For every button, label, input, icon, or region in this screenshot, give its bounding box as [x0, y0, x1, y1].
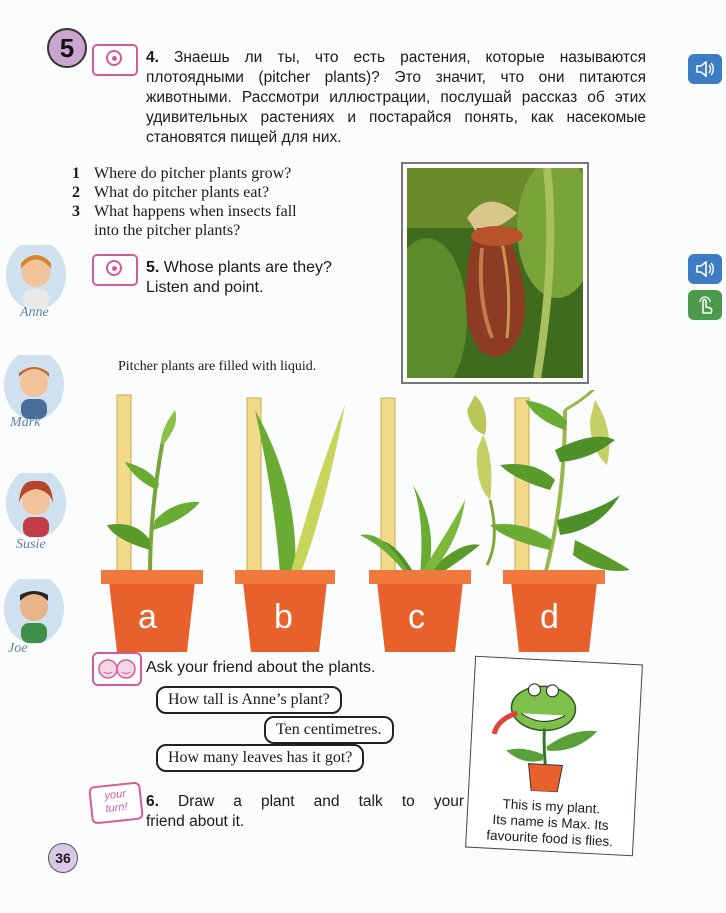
max-plant-card	[465, 656, 643, 857]
kid-mark	[4, 355, 66, 442]
photo-caption: Pitcher plants are filled with liquid.	[118, 359, 317, 374]
question-3-continued	[72, 221, 392, 240]
question-text: into the pitcher plants?	[94, 222, 241, 239]
task-5-line2: Listen and point.	[146, 279, 264, 296]
your-turn-line2: turn!	[104, 800, 129, 816]
max-card-line2: Its name is Max. Its	[492, 811, 609, 833]
question-1	[72, 164, 392, 183]
task-5-number: 5.	[146, 259, 160, 276]
task-4-text	[146, 48, 646, 148]
kid-anne	[6, 245, 68, 332]
question-text: What happens when insects fall	[94, 203, 297, 220]
pot-label-b: b	[274, 598, 293, 636]
task-5-text	[146, 258, 332, 298]
speech-bubble-2: Ten centimetres.	[264, 716, 394, 744]
max-card-line3: favourite food is flies.	[485, 827, 614, 850]
speech-bubble-3: How many leaves has it got?	[156, 744, 364, 772]
kid-name-mark: Mark	[10, 415, 41, 430]
speech-bubble-1: How tall is Anne’s plant?	[156, 686, 342, 714]
question-text: Where do pitcher plants grow?	[94, 165, 292, 182]
dialogue-instruction: Ask your friend about the plants.	[146, 659, 376, 676]
kid-name-susie: Susie	[16, 537, 46, 552]
question-list	[72, 164, 392, 240]
kid-joe	[4, 579, 66, 666]
audio-speaker-icon[interactable]	[688, 54, 722, 84]
kid-name-joe: Joe	[8, 641, 28, 656]
kid-name-anne: Anne	[20, 305, 49, 320]
audio-speaker-icon-2[interactable]	[688, 254, 722, 284]
page-number: 36	[48, 843, 78, 873]
kids-column	[0, 245, 70, 675]
pot-label-a: a	[138, 598, 157, 636]
cd-audio-icon[interactable]	[92, 44, 138, 76]
interactive-touch-icon[interactable]	[688, 290, 722, 320]
your-turn-line1: your	[103, 787, 127, 803]
question-number: 1	[72, 165, 80, 182]
task-4-instruction: Знаешь ли ты, что есть растения, которые называются плотоядными (pitcher plants)? Это значит, что они питаются животными. Рассмотри иллюстрации, послушай рассказ об этих удивительных растениях и постарайся понять, как насекомые становятся пищей для них.	[146, 49, 646, 146]
unit-number-badge: 5	[47, 28, 87, 68]
pitcher-plant-photo	[401, 162, 589, 384]
pot-label-d: d	[540, 598, 559, 636]
pair-work-icon	[92, 652, 142, 686]
task-5-line1: Whose plants are they?	[163, 259, 332, 276]
task-6-number: 6.	[146, 793, 159, 810]
max-card-line1: This is my plant.	[502, 796, 601, 817]
kid-susie	[6, 473, 68, 560]
task-6-line1: Draw a plant and talk to your	[178, 793, 464, 810]
cd-audio-icon-task5[interactable]	[92, 254, 138, 286]
your-turn-badge	[88, 781, 144, 824]
question-number: 2	[72, 184, 80, 201]
question-2	[72, 183, 392, 202]
question-3	[72, 202, 392, 221]
pot-label-c: c	[408, 598, 425, 636]
task-6-line2: friend about it.	[146, 813, 245, 830]
task-6-text	[146, 792, 464, 832]
max-card-caption	[466, 795, 634, 852]
question-number: 3	[72, 203, 80, 220]
question-text: What do pitcher plants eat?	[94, 184, 270, 201]
task-4-number: 4.	[146, 49, 159, 66]
